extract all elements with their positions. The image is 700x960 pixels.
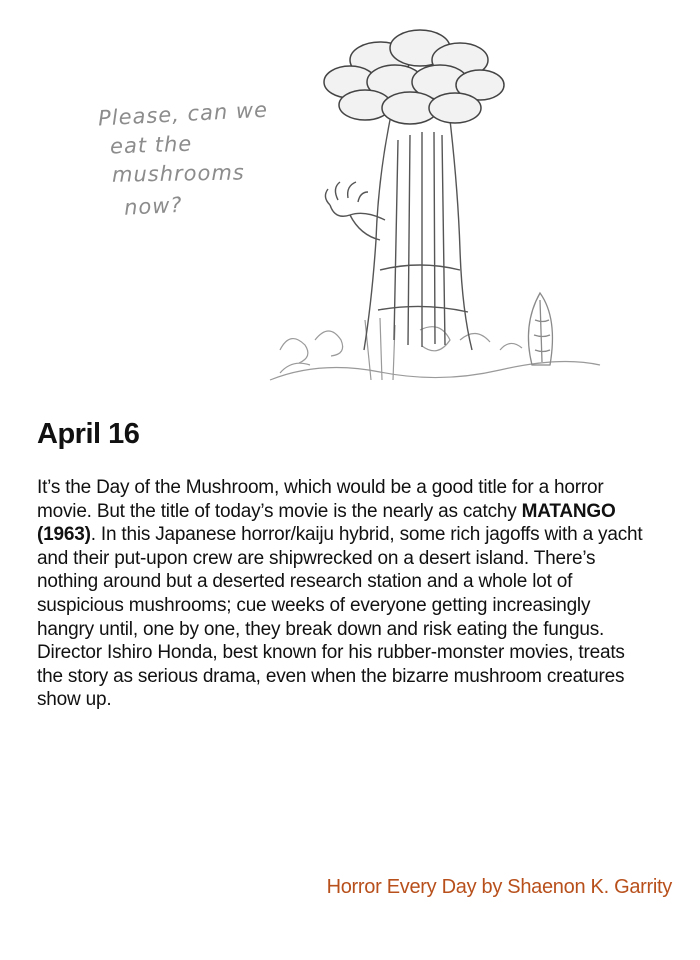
speech-line: now? [123, 192, 184, 220]
speech-line: Please, can we [97, 97, 269, 131]
speech-line: eat the [109, 131, 193, 159]
mushroom-cap [324, 30, 504, 124]
movie-title: MATANGO (1963) [37, 500, 616, 546]
paragraph-after-title: . In this Japanese horror/kaiju hybrid, some rich jagoffs with a yacht and their put-upon crew are shipwrecked on a desert island. There’s nothing around but a deserted research station and a whole lot of suspicious mushrooms; cue weeks of everyone getting increasingly hangry until, one by one, they break down and risk eating the fungus. Director Ishiro Honda, best known for his rubber-monster movies, treats the story as serious drama, even when the bizarre mushroom creatures show up. [37, 524, 643, 711]
entry-date: April 16 [37, 418, 140, 450]
entry-paragraph [37, 476, 647, 712]
series-credit: Horror Every Day by Shaenon K. Garrity [326, 876, 672, 898]
speech-line: mushrooms [111, 160, 245, 187]
paragraph-before-title: It’s the Day of the Mushroom, which would be a good title for a horror movie. But the title of today’s movie is the nearly as catchy [37, 477, 604, 522]
speech-bubble-text [98, 98, 308, 218]
entry-body [37, 476, 647, 712]
creature-stalk [364, 120, 472, 350]
small-mushroom [528, 293, 552, 365]
